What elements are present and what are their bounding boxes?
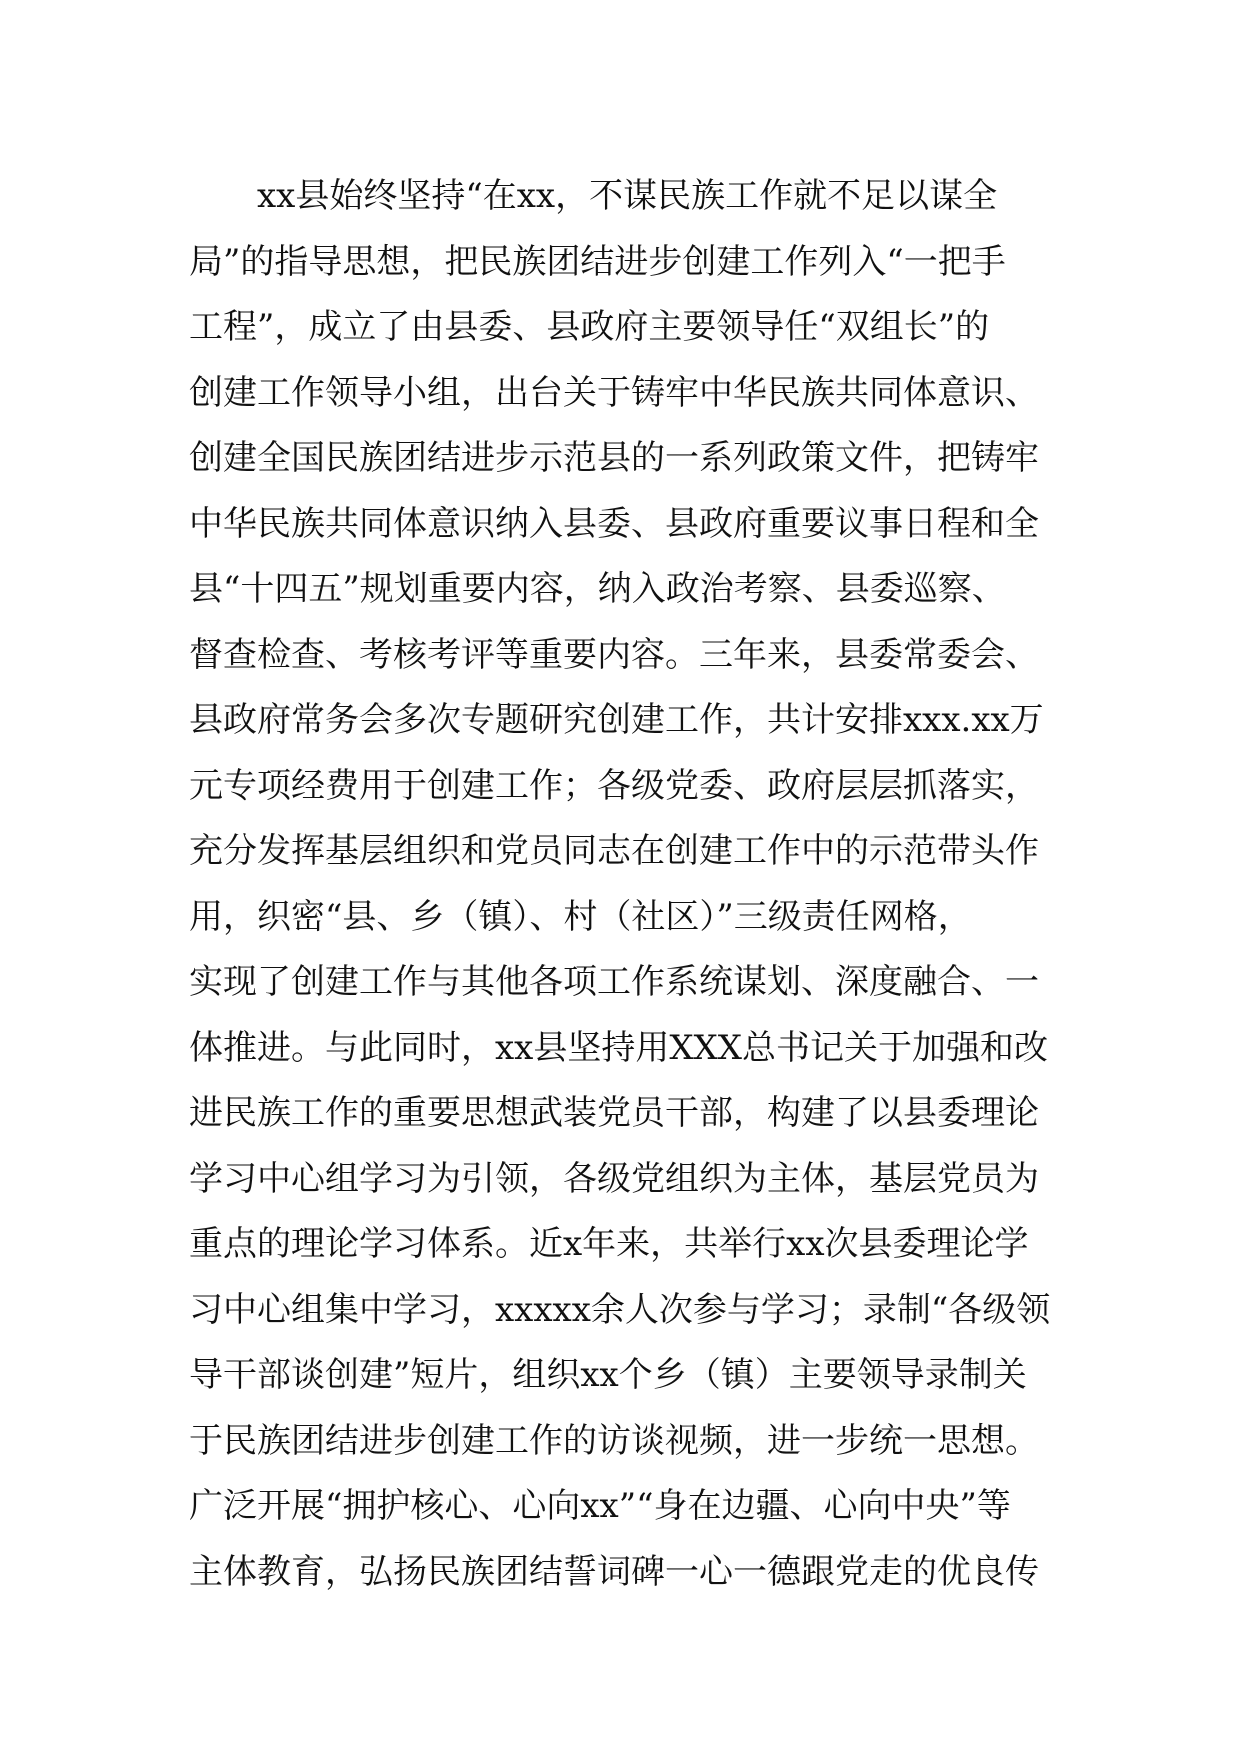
text-line: 创建全国民族团结进步示范县的一系列政策文件，把铸牢 xyxy=(189,438,1039,478)
text-line: 于民族团结进步创建工作的访谈视频，进一步统一思想。 xyxy=(189,1420,1039,1461)
text-line: 重点的理论学习体系。近x年来，共举行xx次县委理论学 xyxy=(189,1224,1029,1264)
text-line: 充分发挥基层组织和党员同志在创建工作中的示范带头作 xyxy=(189,831,1039,871)
text-line: 工程”，成立了由县委、县政府主要领导任“双组长”的 xyxy=(189,307,990,347)
text-line: 学习中心组学习为引领，各级党组织为主体，基层党员为 xyxy=(189,1158,1039,1199)
text-line: 主体教育，弘扬民族团结誓词碑一心一德跟党走的优良传 xyxy=(189,1551,1039,1592)
text-line: 督查检查、考核考评等重要内容。三年来，县委常委会、 xyxy=(189,634,1039,675)
text-line: 进民族工作的重要思想武装党员干部，构建了以县委理论 xyxy=(189,1093,1039,1133)
text-line: 实现了创建工作与其他各项工作系统谋划、深度融合、一 xyxy=(189,962,1039,1002)
text-line: 广泛开展“拥护核心、心向xx”“身在边疆、心向中央”等 xyxy=(189,1486,1011,1526)
text-line: 习中心组集中学习，xxxxx余人次参与学习；录制“各级领 xyxy=(189,1289,1051,1330)
text-line: 县政府常务会多次专题研究创建工作，共计安排xxx.xx万 xyxy=(189,700,1044,740)
text-line: 用，织密“县、乡（镇）、村（社区）”三级责任网格， xyxy=(189,896,972,937)
text-line: 中华民族共同体意识纳入县委、县政府重要议事日程和全 xyxy=(189,503,1039,544)
text-line: 体推进。与此同时，xx县坚持用XXX总书记关于加强和改 xyxy=(189,1027,1048,1068)
text-line: 县“十四五”规划重要内容，纳入政治考察、县委巡察、 xyxy=(189,569,1006,609)
text-line: 创建工作领导小组，出台关于铸牢中华民族共同体意识、 xyxy=(189,372,1039,413)
text-line: xx县始终坚持“在xx，不谋民族工作就不足以谋全 xyxy=(257,176,998,216)
text-line: 局”的指导思想，把民族团结进步创建工作列入“一把手 xyxy=(189,241,1006,282)
body-paragraph xyxy=(189,164,1059,1605)
text-line: 元专项经费用于创建工作；各级党委、政府层层抓落实， xyxy=(189,765,1039,806)
text-line: 导干部谈创建”短片，组织xx个乡（镇）主要领导录制关 xyxy=(189,1355,1027,1395)
